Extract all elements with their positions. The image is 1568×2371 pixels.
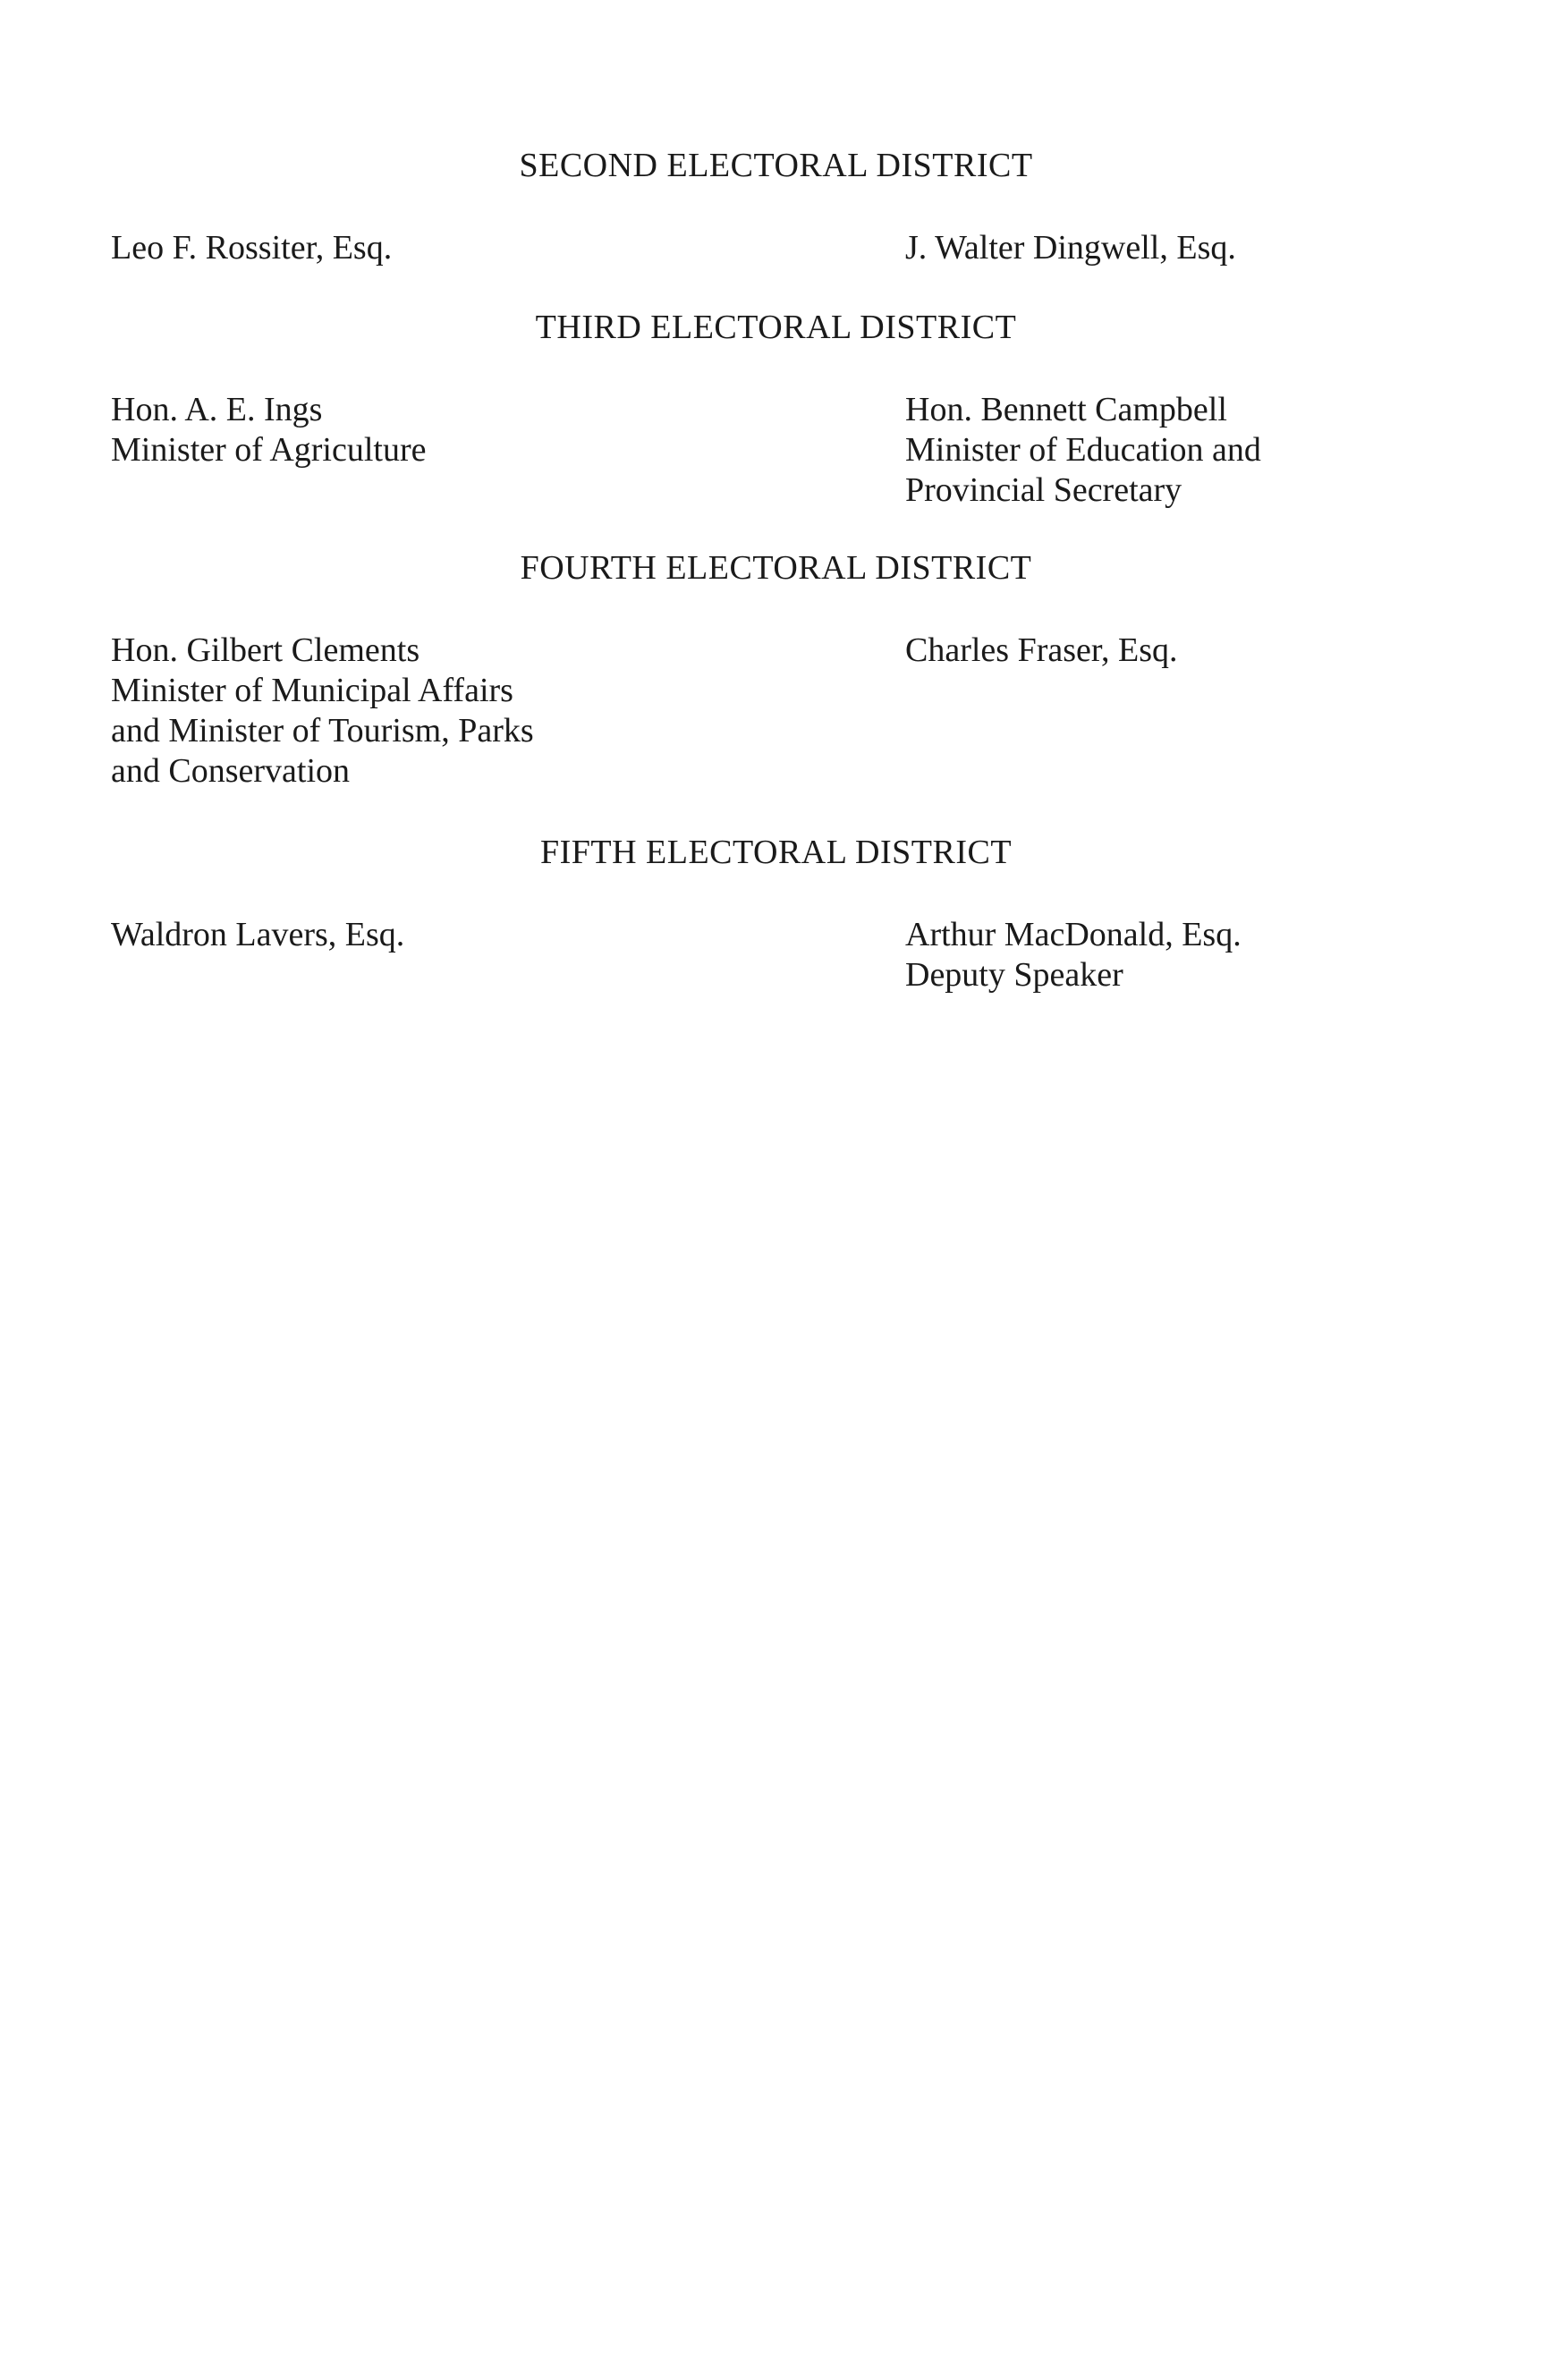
member-name: Waldron Lavers, Esq. xyxy=(111,916,405,953)
district-heading-fifth: FIFTH ELECTORAL DISTRICT xyxy=(539,834,1013,871)
member-title: Minister of Agriculture xyxy=(111,431,427,469)
district-heading-third: THIRD ELECTORAL DISTRICT xyxy=(535,309,1017,346)
member-title: Provincial Secretary xyxy=(905,471,1182,509)
member-title: Minister of Education and xyxy=(905,431,1261,469)
member-block-fifth-right xyxy=(905,915,1242,995)
member-block-fourth-left xyxy=(111,631,534,792)
member-name: J. Walter Dingwell, Esq. xyxy=(905,229,1236,267)
member-block-second-right xyxy=(905,228,1236,268)
member-name: Arthur MacDonald, Esq. xyxy=(905,916,1242,953)
district-heading-second: SECOND ELECTORAL DISTRICT xyxy=(519,147,1033,184)
member-name: Hon. Gilbert Clements xyxy=(111,631,420,669)
member-name: Charles Fraser, Esq. xyxy=(905,631,1178,669)
member-block-fourth-right xyxy=(905,631,1178,671)
member-title: Deputy Speaker xyxy=(905,956,1123,994)
member-block-second-left xyxy=(111,228,392,268)
member-title: and Minister of Tourism, Parks xyxy=(111,712,534,749)
member-title: Minister of Municipal Affairs xyxy=(111,672,513,709)
district-heading-fourth: FOURTH ELECTORAL DISTRICT xyxy=(520,549,1032,587)
member-name: Hon. A. E. Ings xyxy=(111,391,323,428)
member-block-fifth-left xyxy=(111,915,404,955)
member-name: Leo F. Rossiter, Esq. xyxy=(111,229,393,267)
member-block-third-right xyxy=(905,390,1261,511)
member-block-third-left xyxy=(111,390,426,470)
member-title: and Conservation xyxy=(111,752,351,790)
member-name: Hon. Bennett Campbell xyxy=(905,391,1227,428)
